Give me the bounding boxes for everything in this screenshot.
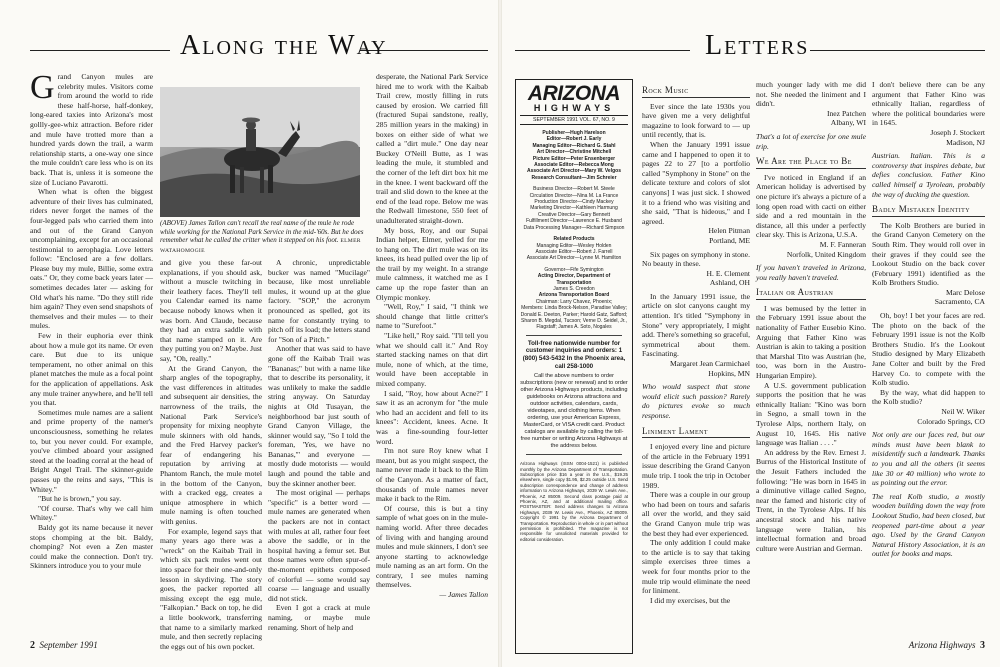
paragraph: "But he is brown," you say. <box>38 494 122 504</box>
paragraph: I don't believe there can be any argument that Father Kino was ethnically Italian, regardless of where the political boundaries were in 1645. <box>872 80 985 128</box>
letter-heading: Italian or Austrian <box>756 288 866 300</box>
letters-column-2 <box>756 80 866 628</box>
signature-location: Sacramento, CA <box>934 297 985 307</box>
paragraph: An address by the Rev. Ernest J. Burrus of the Historical Institute of the Jesuit Fathers included the following: "He was born in 1645 in a diminutive village called Segno, near the famed and historic city of Trent, in the Tyrolese Alps. If his ancestral stock and his native language were Italian, his intellectual formation and broad culture were Austrian and German. <box>756 447 866 553</box>
signature: Helen Pitman <box>708 226 750 236</box>
paragraph: When the January 1991 issue came and I happened to open it to pages 22 to 27 [to a portfolio called "Symphony in Stone" on the delicate texture and colors of slot canyons] I was just sick. I showed it to a friend who was visiting and she said, "That is hideous," and I agreed. <box>642 139 750 226</box>
publication-fine-print: Arizona Highways (ISSN 0004-1521) is published monthly by the Arizona Department of Transportation. Subscription price $16 a year in the U.S., $19.25 elsewhere, single copy $1.95, $2.25 outside U.S. Send subscription correspondence and change of address information to Arizona Highways, 2039 W. Lewis Ave., Phoenix, AZ 85009. Second class postage paid at Phoenix, AZ, and at additional mailing office. POSTMASTER: Send address changes to Arizona Highways, 2039 W. Lewis Ave., Phoenix, AZ 85009. Copyright © 1991 by the Arizona Department of Transportation. Reproduction in whole or in part without permission is prohibited. The magazine is not responsible for unsolicited materials provided for editorial consideration. <box>520 461 628 542</box>
byline: — James Tallon <box>439 590 488 600</box>
signature-location: Albany, WI <box>830 118 866 128</box>
paragraph: Few in their euphoria ever think about how a mule got its name. Or even care. But due to its unique temperament, no other animal on this planet matches the mule as a focal point for the application of appellations. Ask any mule trainer anywhere, and he'll tell you that. <box>30 331 153 408</box>
toll-free-number: Toll-free nationwide number for customer inquiries and orders: 1 (800) 543-5432 In the Phoenix area, call 258-1000 <box>522 339 626 370</box>
staff-list: Publisher—Hugh Harelson Editor—Robert J. Early Managing Editor—Richard G. Stahl Art Director—Christine Mitchell Picture Editor—Peter Ensenberger Associate Editor—Rebecca Mong Associate Art Director—Mary W. Velgos Research Consultant—Jim Schreier <box>526 130 621 181</box>
paragraph: Of course, this is but a tiny sample of what goes on in the mule-naming world. After three decades of living with and hanging around mules and mule skinners, I don't see anyone starting to acknowledge mule naming as an art form. On the contrary, I see mules naming themselves. <box>376 503 488 590</box>
header-rule-left <box>30 50 170 51</box>
folio-magazine-name: Arizona Highways <box>908 640 976 650</box>
page-number: 2 <box>30 640 35 651</box>
paragraph: There was a couple in our group who had been on tours and safaris all over the world, and they said the Grand Canyon mule trip was the best they had ever experienced. <box>642 490 750 538</box>
paragraph: and give you these far-out explanations, if you should ask, without a muscle twitching in their leathery faces. They'll tell you Calendar earned its name because nobody knows when it was born. And Claude, because they had an extra saddle with that name stamped on it. Are they putting you on? Maybe. Just say, "Oh, really." <box>160 258 262 363</box>
paragraph: desperate, the National Park Service hired me to work with the Kaibab Trail crew, mostly filling in ruts caused by erosion. We carried fill (fractured Supai sandstone, really, 285 million years in the making) in boxes on either side of what we called a "dirt mule." One day near Buckey O'Neill Butte, as I was leading the mule, it stumbled and the corner of the left dirt box hit me in the knee. I went backward off the trail and slid down to the knee at the end of the lead rope. Below me was the Redwall limestone, 550 feet of unadulterated straight-down. <box>376 72 488 225</box>
government-list: Governor—Fife Symington Acting Director, Department of Transportation James S. Creedon Arizona Transportation Board Chairman: Larry Chavez, Phoenix; Members: Linda Brock-Nelson, Paradise Valley; Donald E. Deeton, Parker; Harold Gatz, Safford; Sharon B. Megdal, Tucson; Verne D. Seidel, Jr., Flagstaff; James A. Soto, Nogales <box>520 266 628 331</box>
caption-text: (ABOVE) James Tallon can't recall the real name of the mule he rode while working for the National Park Service in the mid-'60s. But he does remember what he called the critter when it stepped on his foot. <box>160 219 364 245</box>
paragraph: "Well, Roy," I said, "I think we should change that little critter's name to "Surefoot." <box>376 302 488 331</box>
signature-location: Madison, NJ <box>946 137 985 147</box>
signature: Marc Delose <box>945 287 985 297</box>
editor-reply: The real Kolb studio, a mostly wooden building down the way from Lookout Studio, had been closed, but reopened part-time about a year ago. Used by the Grand Canyon Natural History Association, it is an outlet for books and maps. <box>872 491 985 559</box>
paragraph: The only addition I could make to the article is to say that taking simple exercises three times a week for four months prior to the mule trip would eliminate the need for liniment. <box>642 538 750 596</box>
paragraph: In the January 1991 issue, the article on slot canyons caught my attention. It's titled "Symphony in Stone" very appropriately, I might add. There's something so graceful, symmetrical about them. Fascinating. <box>642 291 750 359</box>
paragraph: I enjoyed every line and picture of the article in the February 1991 issue describing the Grand Canyon mule trip. I took the trip in October 1989. <box>642 442 750 490</box>
signature-location: Ashland, OH <box>709 278 750 288</box>
paragraph: Grand Canyon mules are celebrity mules. Visitors come from around the world to ride these half-horse, half-donkey, long-eared taxies into Arizona's most gollly-gee-whiz attraction. Before rider and mule have trotted more than a hundred yards down the trail, a warm relationship starts, a one-way one since the mule couldn't care less who is on its back. That is, unless it is someone the size of Luciano Pavarotti. <box>30 69 153 187</box>
signature-location: Norfolk, United Kingdom <box>786 249 866 259</box>
paragraph: "Like hell," Roy said. "I'll tell you what we should call it." And Roy started stacking names on that dirt mule, none of which, at the time, would have been acceptable in mixed company. <box>376 331 488 388</box>
article-column-4 <box>376 72 488 628</box>
paragraph: A chronic, unpredictable bucker was named "Mucilage" because, like most unreliable mules, it wound up at the glue factory. "SOP," the acronym pronounced as spelled, got its name for constantly trying to pitch off its load; the letters stand for "Son of a Pitch." <box>268 258 370 344</box>
right-page <box>500 0 1000 667</box>
paragraph: I'm not sure Roy knew what I meant, but as you might suspect, the name never made it back to the Rim of the Canyon. As a matter of fact, thousands of mule names never make it back to the Rim. <box>376 446 488 504</box>
paragraph: My boss, Roy, and our Supai Indian helper, Elmer, yelled for me to hang on. The dirt mule was on its knees, its head pulled over the lip of the trail by my weight. In a strange mule calmness, it watched me as I came up the rope faster than an Olympic monkey. <box>376 225 488 302</box>
paragraph: The most original — perhaps "specific" is a better word — mule names are generated when the packers are not in contact with mules at all, rather four feet above the saddle, or in the hospital having a femur set. But those names were often spur-of-the-moment epithets composed of colorful — some would say coarse — language and usually did not stick. <box>268 488 370 603</box>
paragraph: At the Grand Canyon, the sharp angles of the topography, the vast differences in altitudes and subsequent air densities, the narrowness of the trails, the National Park Service's propensity for mixing neophyte mule skinners with old hands, and the Fred Harvey packer's fear of endangering his reputation by arriving at Phantom Ranch, the mule motel in the bottom of the Canyon, with a cracked egg, creates a unique atmosphere in which mule naming is often touched with genius. <box>160 363 262 527</box>
letter-heading: We Are the Place to Be <box>756 157 866 169</box>
paragraph: Ever since the late 1930s you have given me a very delightful magazine to look forward to — up until recently, that is. <box>642 101 750 140</box>
letters-column-1 <box>642 80 750 628</box>
folio-left <box>30 640 98 651</box>
paragraph: I've noticed in England if an American holiday is advertised by one picture it's always a picture of a long open road with cacti on either side and a red mountain in the distance, all this under a perfectly clear sky. This is Arizona, U.S.A. <box>756 172 866 240</box>
issue-line: SEPTEMBER 1991 VOL. 67, NO. 9 <box>520 115 628 125</box>
signature-location: Portland, ME <box>709 235 750 245</box>
paragraph: A U.S. government publication supports the position that he was ethnically Italian: "Kino was born in Segno, a small town in the Tyrolese Alps, northern Italy, on August 10, 1645. His native language was Italian . . . ." <box>756 380 866 448</box>
paragraph: Even I got a crack at mule naming, or maybe mule renaming. Short of help and <box>268 603 370 632</box>
photo-caption <box>160 219 365 255</box>
paragraph: By the way, what did happen to the Kolb studio? <box>872 387 985 407</box>
paragraph: much younger lady with me did not. She needed the liniment and I didn't. <box>756 80 866 109</box>
editor-reply: Who would suspect that stone would elicit such passion? Rarely do pictures evoke so much response. <box>642 382 750 420</box>
editor-reply: That's a lot of exercise for one mule trip. <box>756 131 866 151</box>
paragraph: Baldy got its name because it never stops chomping at the bit. Baldy, chomping? Not even a Zen master could make the connection. Don't try. Skinners introduce you to your mule <box>30 522 153 571</box>
paragraph: Another that was said to have gone off the Kaibab Trail was "Bananas;" but with a name like that to describe its personality, it was unlikely to make the saddle string anyway. On Saturday nights at Old Tusayan, the neighborhood bar just south of Grand Canyon Village, the skinner would say, "So I told the foreman, 'Yes, we have no Bananas,'" and everyone — mostly dude motorists — would laugh and pound the table and buy the skinner another beer. <box>268 344 370 488</box>
paragraph: For example, legend says that many years ago there was a "wreck" on the Kaibab Trail in which six pack mules went out into space for their one-and-only lesson in skydiving. The story goes, the packer reported all missing except the egg mule, "Falkopian." Back on top, he did a little bookwork, transferring that name to a similarly marked mule, and then secretly replacing the eggs out of his own pocket. <box>160 526 262 651</box>
signature: H. E. Clement <box>706 268 750 278</box>
mule-rider-photo <box>160 87 360 217</box>
paragraph: I did my exercises, but the <box>650 595 731 605</box>
paragraph: Sometimes mule names are a salient and prime property of the namer's unconsciousness, something he relates to, but you never could. For example, you've climbed aboard your assigned steed at the loading corral at the head of Bright Angel Trail. The skinner-guide passes up the reins and says, "This is Whitey." <box>30 407 153 494</box>
signature: Inez Patchen <box>826 108 866 118</box>
letter-heading: Rock Music <box>642 86 750 98</box>
paragraph: The Kolb Brothers are buried in the Grand Canyon Cemetery on the South Rim. They would roll over in their graves if they could see the Lookout Studio on the back cover (February 1991) identified as the Kolb Brothers Studio. <box>872 220 985 288</box>
photo-credit: ELMER WATAHOMOGIE <box>160 238 361 254</box>
page-number: 3 <box>980 640 985 651</box>
article-column-1 <box>30 69 153 627</box>
header-rule-right <box>810 50 985 51</box>
signature: Joseph J. Stockert <box>930 127 985 137</box>
business-staff-list: Business Director—Robert M. Steele Circulation Director—Nina M. La France Production Director—Cindy Mackey Marketing Director—Kathleen Harmung Creative Director—Gary Bennett Fulfillment Director—Lawrence E. Husband Data Processing Manager—Richard Simpson <box>523 186 625 231</box>
masthead-box <box>515 79 633 654</box>
editor-reply: Austrian. Italian. This is a controversy that inspires debate, but defies conclusion. Father Kino called himself a Tyrolean, probably the way of ducking the question. <box>872 151 985 199</box>
drop-cap: G <box>30 69 55 106</box>
letter-heading: Liniment Lament <box>642 427 750 439</box>
magazine-logo-sub: HIGHWAYS <box>533 103 615 113</box>
signature: Neil W. Wiker <box>941 407 985 416</box>
folio-right <box>909 640 985 651</box>
section-title-along-the-way: Along the Way <box>180 30 388 61</box>
article-column-2 <box>160 258 262 651</box>
ordering-info: Call the above numbers to order subscriptions (new or renewal) and to order other Arizona Highways products, including guidebooks on Arizona attractions and outdoor activities, calendars, cards, videotapes, and clothing items. When ordering, use your American Express, MasterCard, or VISA credit card. Product catalogs are available by calling the toll-free number or writing Arizona Highways at the address below. <box>520 373 628 450</box>
letter-heading: Badly Mistaken Identity <box>872 205 985 217</box>
header-rule-left <box>515 50 690 51</box>
paragraph: "Of course. That's why we call him Whitey." <box>30 503 153 523</box>
paragraph: I was bemused by the letter in the February 1991 issue about the nationality of Father Eusebio Kino. Arguing that Father Kino was Austrian is akin to taking a position that Marshal Tito was Austrian (he, too, was born in the Austro-Hungarian Empire). <box>756 303 866 381</box>
article-column-3 <box>268 258 370 632</box>
paragraph: Oh, boy! I bet your faces are red. The photo on the back of the February 1991 issue is not the Kolb Brothers Studio. It's the Lookout Studio designed by Mary Elizabeth Jane Colter and built by the Fred Harvey Co. to compete with the Kolb studio. <box>872 311 985 388</box>
paragraph: When what is often the biggest adventure of their lives has culminated, riders never forget the names of the four-legged pals who carried them into and out of the Grand Canyon uncomplaining, except for an occasional testimonial to aerophagia. Love letters follow: "Enclosed are a few dollars. Please buy my mule, Billie, some extra oats." Or, they come back years later — sometimes decades later — asking for Old what's his name. "Do they still ride him again? They even send snapshots of themselves and their mules — to their mules. <box>30 187 153 331</box>
magazine-logo: ARIZONA <box>527 82 621 105</box>
signature-location: Colorado Springs, CO <box>917 416 985 426</box>
paragraph: Six pages on symphony in stone. No beauty in these. <box>642 249 750 269</box>
signature: Margaret Jean Carmichael <box>670 359 750 369</box>
section-title-letters: Letters <box>705 30 810 61</box>
signature: M. F. Fanneran <box>819 239 866 249</box>
editor-reply: If you haven't traveled in Arizona, you really haven't traveled. <box>756 263 866 282</box>
related-products-staff: Related Products Managing Editor—Wesley Holden Associate Editor—Robert J. Farrell Associate Art Director—Lynne M. Hamilton <box>526 236 622 262</box>
signature-location: Hopkins, MN <box>708 368 750 378</box>
letters-column-3 <box>872 80 985 628</box>
folio-date: September 1991 <box>39 640 98 650</box>
paragraph: I said, "Roy, how about Acne?" I saw it as an acronym for "the mule who had an accident and fell to its knees": Accident, knees. Acne. It was a fine-sounding four-letter word. <box>376 388 488 446</box>
editor-reply: Not only are our faces red, but our minds must have been blank to misidentify such a landmark. Thanks to you and all the others (it seems like 30 or 40 million) who wrote to us pointing out the error. <box>872 430 985 488</box>
